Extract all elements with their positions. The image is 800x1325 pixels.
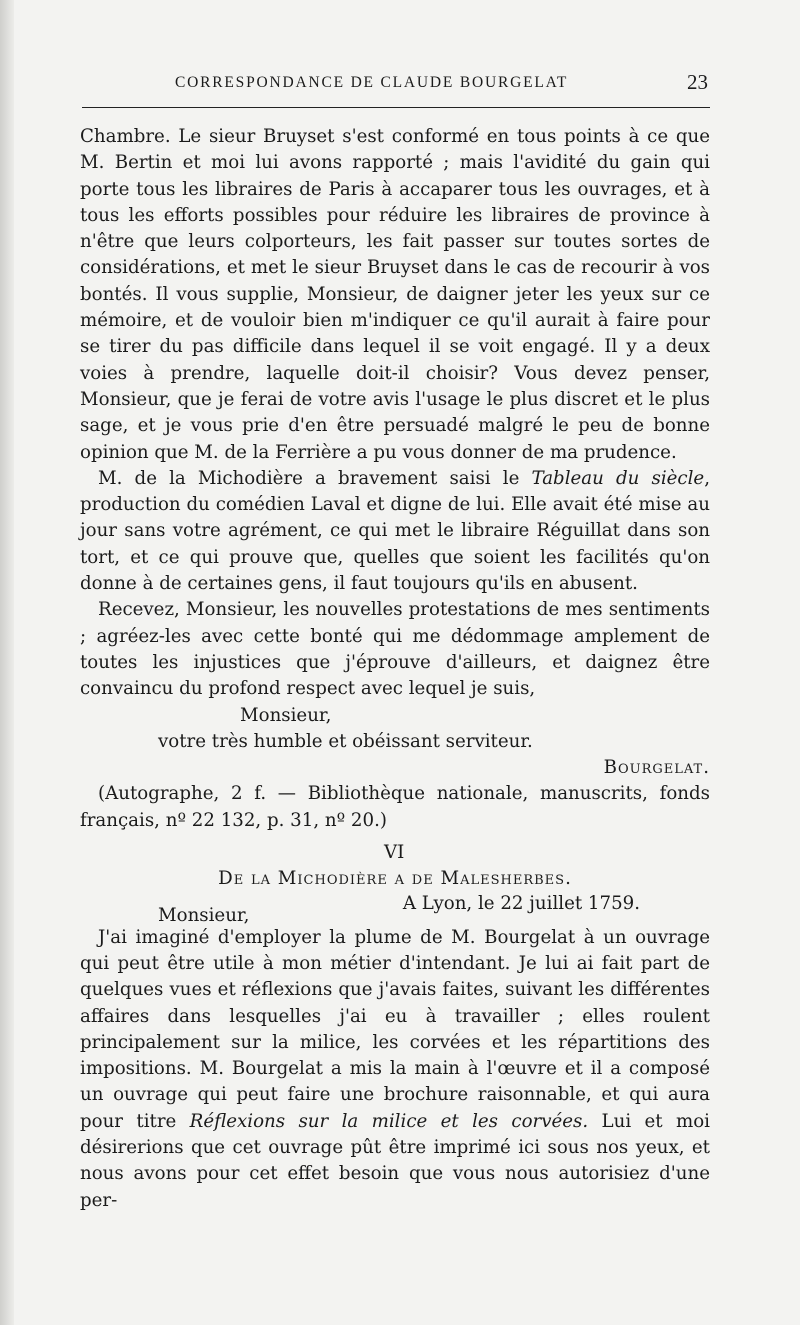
- letter2-text-after: Lui et moi désirerions que cet ouvrage pût être imprimé ici sous nos yeux, et nous avons pour cet effet besoin que vous nous autorisiez d'une per-: [80, 1110, 710, 1211]
- page-number: 23: [687, 70, 708, 94]
- closing-formula: votre très humble et obéissant serviteur.: [158, 730, 533, 752]
- letter-heading: De la Michodière a de Malesherbes.: [218, 868, 572, 890]
- letter1-paragraph-3: Recevez, Monsieur, les nouvelles protestations de mes sentiments ; agréez-les avec cette bonté qui me dédommage amplement de toutes les injustices que j'éprouve d'ailleurs, et daignez être convaincu du profond respect avec lequel je suis,: [80, 599, 710, 700]
- work-title-reflexions: Réflexions sur la milice et les corvées.: [189, 1110, 589, 1132]
- running-title: CORRESPONDANCE DE CLAUDE BOURGELAT: [175, 74, 569, 91]
- paragraph-2-text-after: , production du comédien Laval et digne de lui. Elle avait été mise au jour sans votre agrément, ce qui met le libraire Réguillat dans son tort, et ce qui prouve que, quelles que soient les facilités qu'on donne à de certaines gens, il faut toujours qu'ils en abusent.: [80, 467, 710, 595]
- letter2-paragraph-1: [80, 925, 710, 1214]
- dateline: A Lyon, le 22 juillet 1759.: [402, 892, 640, 914]
- work-title-tableau: Tableau du siècle: [531, 467, 705, 489]
- closing-address: Monsieur,: [240, 704, 332, 726]
- letter-number: VI: [384, 842, 405, 864]
- salutation: Monsieur,: [158, 904, 250, 926]
- dateline-block: [80, 892, 710, 926]
- paragraph-2-text-before: M. de la Michodière a bravement saisi le: [98, 467, 532, 489]
- signature: Bourgelat.: [603, 757, 710, 779]
- page-edge: [0, 0, 14, 1325]
- running-header: [80, 70, 710, 96]
- letter1-paragraph-2: [80, 466, 710, 597]
- letter2-text-before: J'ai imaginé d'employer la plume de M. Bourgelat à un ouvrage qui peut être utile à mon métier d'intendant. Je lui ai fait part de quelques vues et réflexions que j'avais faites, suivant les différentes affaires dans lesquelles j'ai eu à travailler ; elles roulent principalement sur la milice, les corvées et les répartitions des impositions. M. Bourgelat a mis la main à l'œuvre et il a composé un ouvrage qui peut faire une brochure raisonnable, et qui aura pour titre: [80, 926, 710, 1132]
- page-body: [80, 124, 710, 1214]
- header-rule: [82, 107, 710, 108]
- letter1-paragraph-1: Chambre. Le sieur Bruyset s'est conformé en tous points à ce que M. Bertin et moi lui avons rapporté ; mais l'avidité du gain qui porte tous les libraires de Paris à accaparer tous les ouvrages, et à tous les efforts possibles pour réduire les libraires de province à n'être que leurs colporteurs, les fait passer sur toutes sortes de considérations, et met le sieur Bruyset dans le cas de recourir à vos bontés. Il vous supplie, Monsieur, de daigner jeter les yeux sur ce mémoire, et de vouloir bien m'indiquer ce qu'il aurait à faire pour se tirer du pas difficile dans lequel il se voit engagé. Il y a deux voies à prendre, laquelle doit-il choisir? Vous devez penser, Monsieur, que je ferai de votre avis l'usage le plus discret et le plus sage, et je vous prie d'en être persuadé malgré le peu de bonne opinion que M. de la Ferrière a pu vous donner de ma prudence.: [80, 126, 710, 463]
- source-note: (Autographe, 2 f. — Bibliothèque nationale, manuscrits, fonds français, nº 22 132, p. 31, nº 20.): [80, 783, 710, 831]
